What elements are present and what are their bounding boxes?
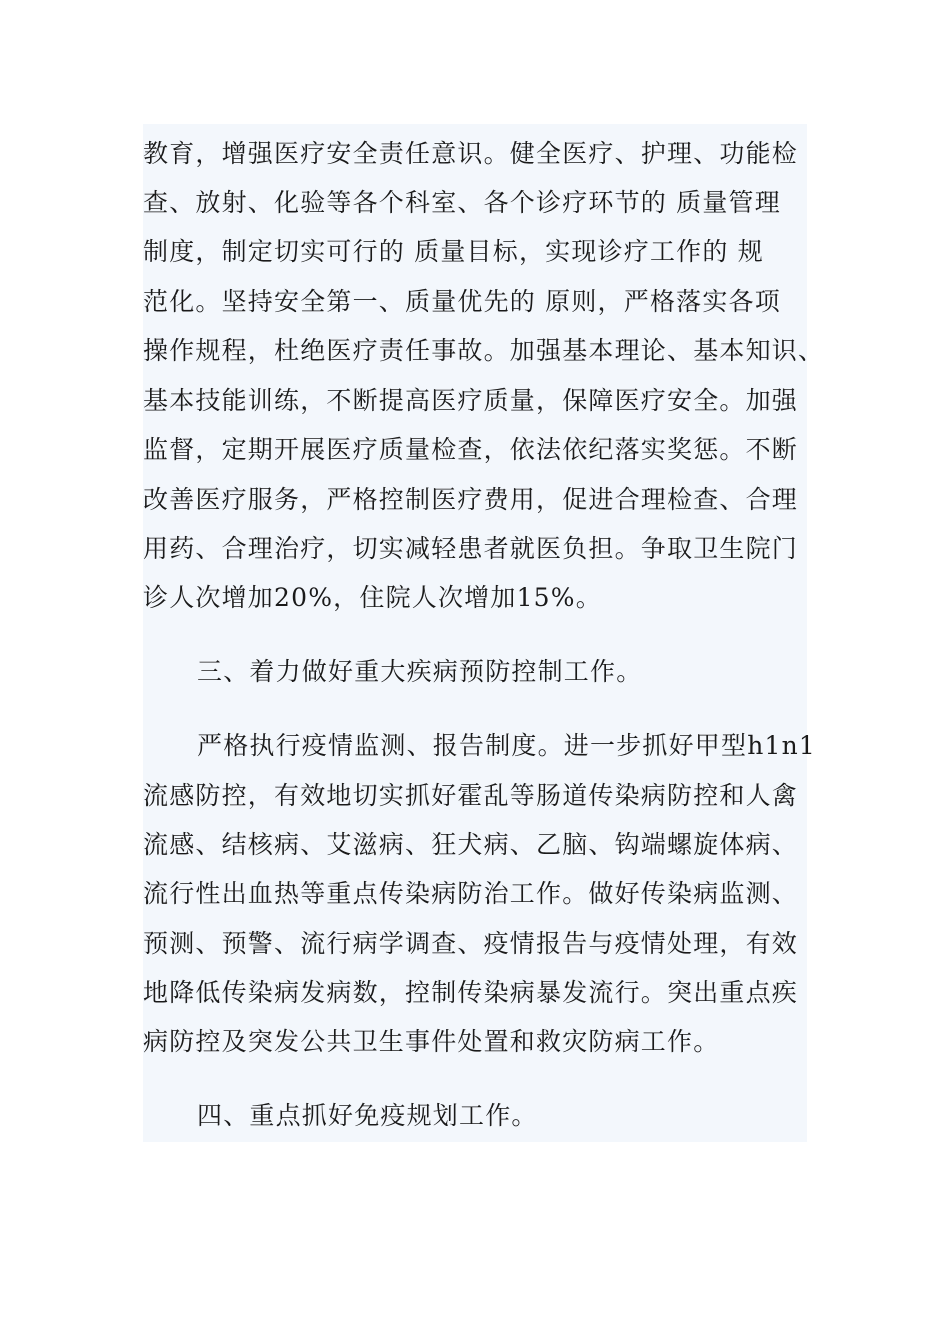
paragraph-line: 地降低传染病发病数，控制传染病暴发流行。突出重点疾 [143,978,799,1007]
document-body [143,124,825,1142]
paragraph-line: 改善医疗服务，严格控制医疗费用，促进合理检查、合理 [143,485,799,514]
paragraph-line: 诊人次增加20%，住院人次增加15%。 [143,583,602,612]
paragraph-line: 病防控及突发公共卫生事件处置和救灾防病工作。 [143,1027,720,1056]
paragraph-line: 流感防控，有效地切实抓好霍乱等肠道传染病防控和人禽 [143,781,799,810]
paragraph-line: 严格执行疫情监测、报告制度。进一步抓好甲型h1n1 [197,731,817,760]
section-heading: 四、重点抓好免疫规划工作。 [197,1101,538,1130]
paragraph-line: 预测、预警、流行病学调查、疫情报告与疫情处理，有效 [143,929,799,958]
paragraph-line: 范化。坚持安全第一、质量优先的 原则，严格落实各项 [143,287,781,316]
paragraph-line: 流感、结核病、艾滋病、狂犬病、乙脑、钩端螺旋体病、 [143,830,799,859]
paragraph-line: 制度，制定切实可行的 质量目标，实现诊疗工作的 规 [143,237,764,266]
paragraph-line: 用药、合理治疗，切实减轻患者就医负担。争取卫生院门 [143,534,799,563]
paragraph-line: 监督，定期开展医疗质量检查，依法依纪落实奖惩。不断 [143,435,799,464]
paragraph-line: 查、放射、化验等各个科室、各个诊疗环节的 质量管理 [143,188,781,217]
paragraph-line: 流行性出血热等重点传染病防治工作。做好传染病监测、 [143,879,799,908]
paragraph-line: 基本技能训练，不断提高医疗质量，保障医疗安全。加强 [143,386,799,415]
paragraph-line: 操作规程，杜绝医疗责任事故。加强基本理论、基本知识、 [143,336,825,365]
paragraph-line: 教育，增强医疗安全责任意识。健全医疗、护理、功能检 [143,139,799,168]
section-heading: 三、着力做好重大疾病预防控制工作。 [197,657,643,686]
